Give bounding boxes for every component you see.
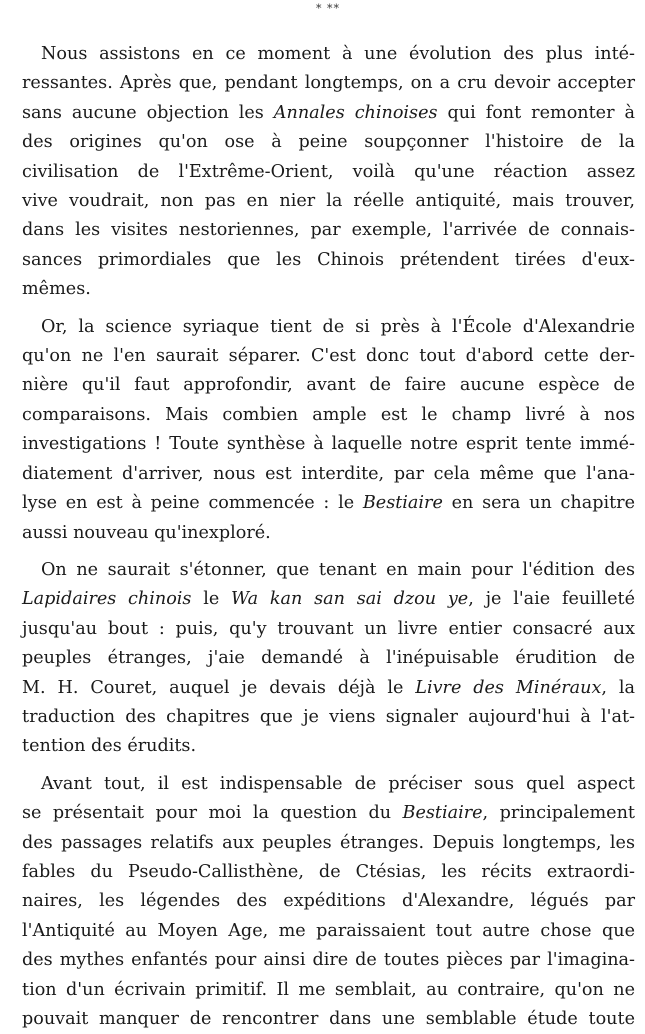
text-line: Lapidaires chinois le Wa kan san sai dzou ye, je l'aie feuilleté xyxy=(22,589,635,610)
text-body xyxy=(22,40,635,1034)
italic-title: Bestiaire xyxy=(402,803,483,824)
text-line: sances primordiales que les Chinois prétendent tirées d'eux- xyxy=(22,249,635,270)
italic-title: Livre des Minéraux xyxy=(415,677,602,698)
text-line: fables du Pseudo-Callisthène, de Ctésias, les récits extraordi- xyxy=(22,861,635,882)
text-line: naires, les légendes des expéditions d'Alexandre, légués par xyxy=(22,891,635,912)
italic-title: Wa kan san sai dzou ye xyxy=(231,589,469,610)
text-line: vive voudrait, non pas en nier la réelle antiquité, mais trouver, xyxy=(22,191,635,212)
text-line: des mythes enfantés pour ainsi dire de toutes pièces par l'imagina- xyxy=(22,950,635,971)
text-line: Nous assistons en ce moment à une évolution des plus inté- xyxy=(41,44,635,64)
text-line: lyse en est à peine commencée : le Bestiaire en sera un chapitre xyxy=(22,493,636,514)
text-line: des origines qu'on ose à peine soupçonner l'histoire de la xyxy=(22,132,635,153)
text-line: l'Antiquité au Moyen Age, me paraissaient tout autre chose que xyxy=(22,920,635,941)
text-line: mêmes. xyxy=(22,279,91,300)
text-line: pouvait manquer de rencontrer dans une semblable étude toute xyxy=(22,1009,635,1029)
text-line: On ne saurait s'étonner, que tenant en main pour l'édition des xyxy=(41,559,635,580)
paragraph xyxy=(22,556,635,762)
text-line: comparaisons. Mais combien ample est le champ livré à nos xyxy=(22,404,635,425)
text-line: dans les visites nestoriennes, par exemple, l'arrivée de connais- xyxy=(22,220,635,241)
page-ornament: * ** xyxy=(316,2,340,15)
text-line: diatement d'arriver, nous est interdite, par cela même que l'ana- xyxy=(22,463,635,484)
italic-title: Annales chinoises xyxy=(273,102,438,123)
text-line: Or, la science syriaque tient de si près à l'École d'Alexandrie xyxy=(41,316,635,337)
text-line: des passages relatifs aux peuples étranges. Depuis longtemps, les xyxy=(22,832,635,853)
text-line: jusqu'au bout : puis, qu'y trouvant un livre entier consacré aux xyxy=(22,618,635,639)
text-line: aussi nouveau qu'inexploré. xyxy=(22,522,271,543)
text-line: tention des érudits. xyxy=(22,736,197,757)
text-line: traduction des chapitres que je viens signaler aujourd'hui à l'at- xyxy=(22,706,635,727)
text-line: civilisation de l'Extrême-Orient, voilà qu'une réaction assez xyxy=(22,161,635,182)
paragraph xyxy=(22,40,635,305)
italic-title: Lapidaires chinois xyxy=(22,589,192,610)
text-line: sans aucune objection les Annales chinoises qui font remonter à xyxy=(22,102,635,123)
text-line: tion d'un écrivain primitif. Il me semblait, au contraire, qu'on ne xyxy=(22,979,635,1000)
text-line: M. H. Couret, auquel je devais déjà le Livre des Minéraux, la xyxy=(22,677,636,698)
italic-title: Bestiaire xyxy=(362,493,443,514)
paragraph xyxy=(22,313,635,548)
text-line: investigations ! Toute synthèse à laquelle notre esprit tente immé- xyxy=(22,434,635,455)
text-line: ressantes. Après que, pendant longtemps, on a cru devoir accepter xyxy=(22,73,635,94)
text-line: peuples étranges, j'aie demandé à l'inépuisable érudition de xyxy=(22,648,635,669)
paragraph xyxy=(22,770,635,1034)
text-line: nière qu'il faut approfondir, avant de faire aucune espèce de xyxy=(22,375,635,396)
text-line: se présentait pour moi la question du Bestiaire, principalement xyxy=(22,803,635,824)
text-line: Avant tout, il est indispensable de préciser sous quel aspect xyxy=(41,773,635,794)
text-line: qu'on ne l'en saurait séparer. C'est donc tout d'abord cette der- xyxy=(22,346,635,367)
